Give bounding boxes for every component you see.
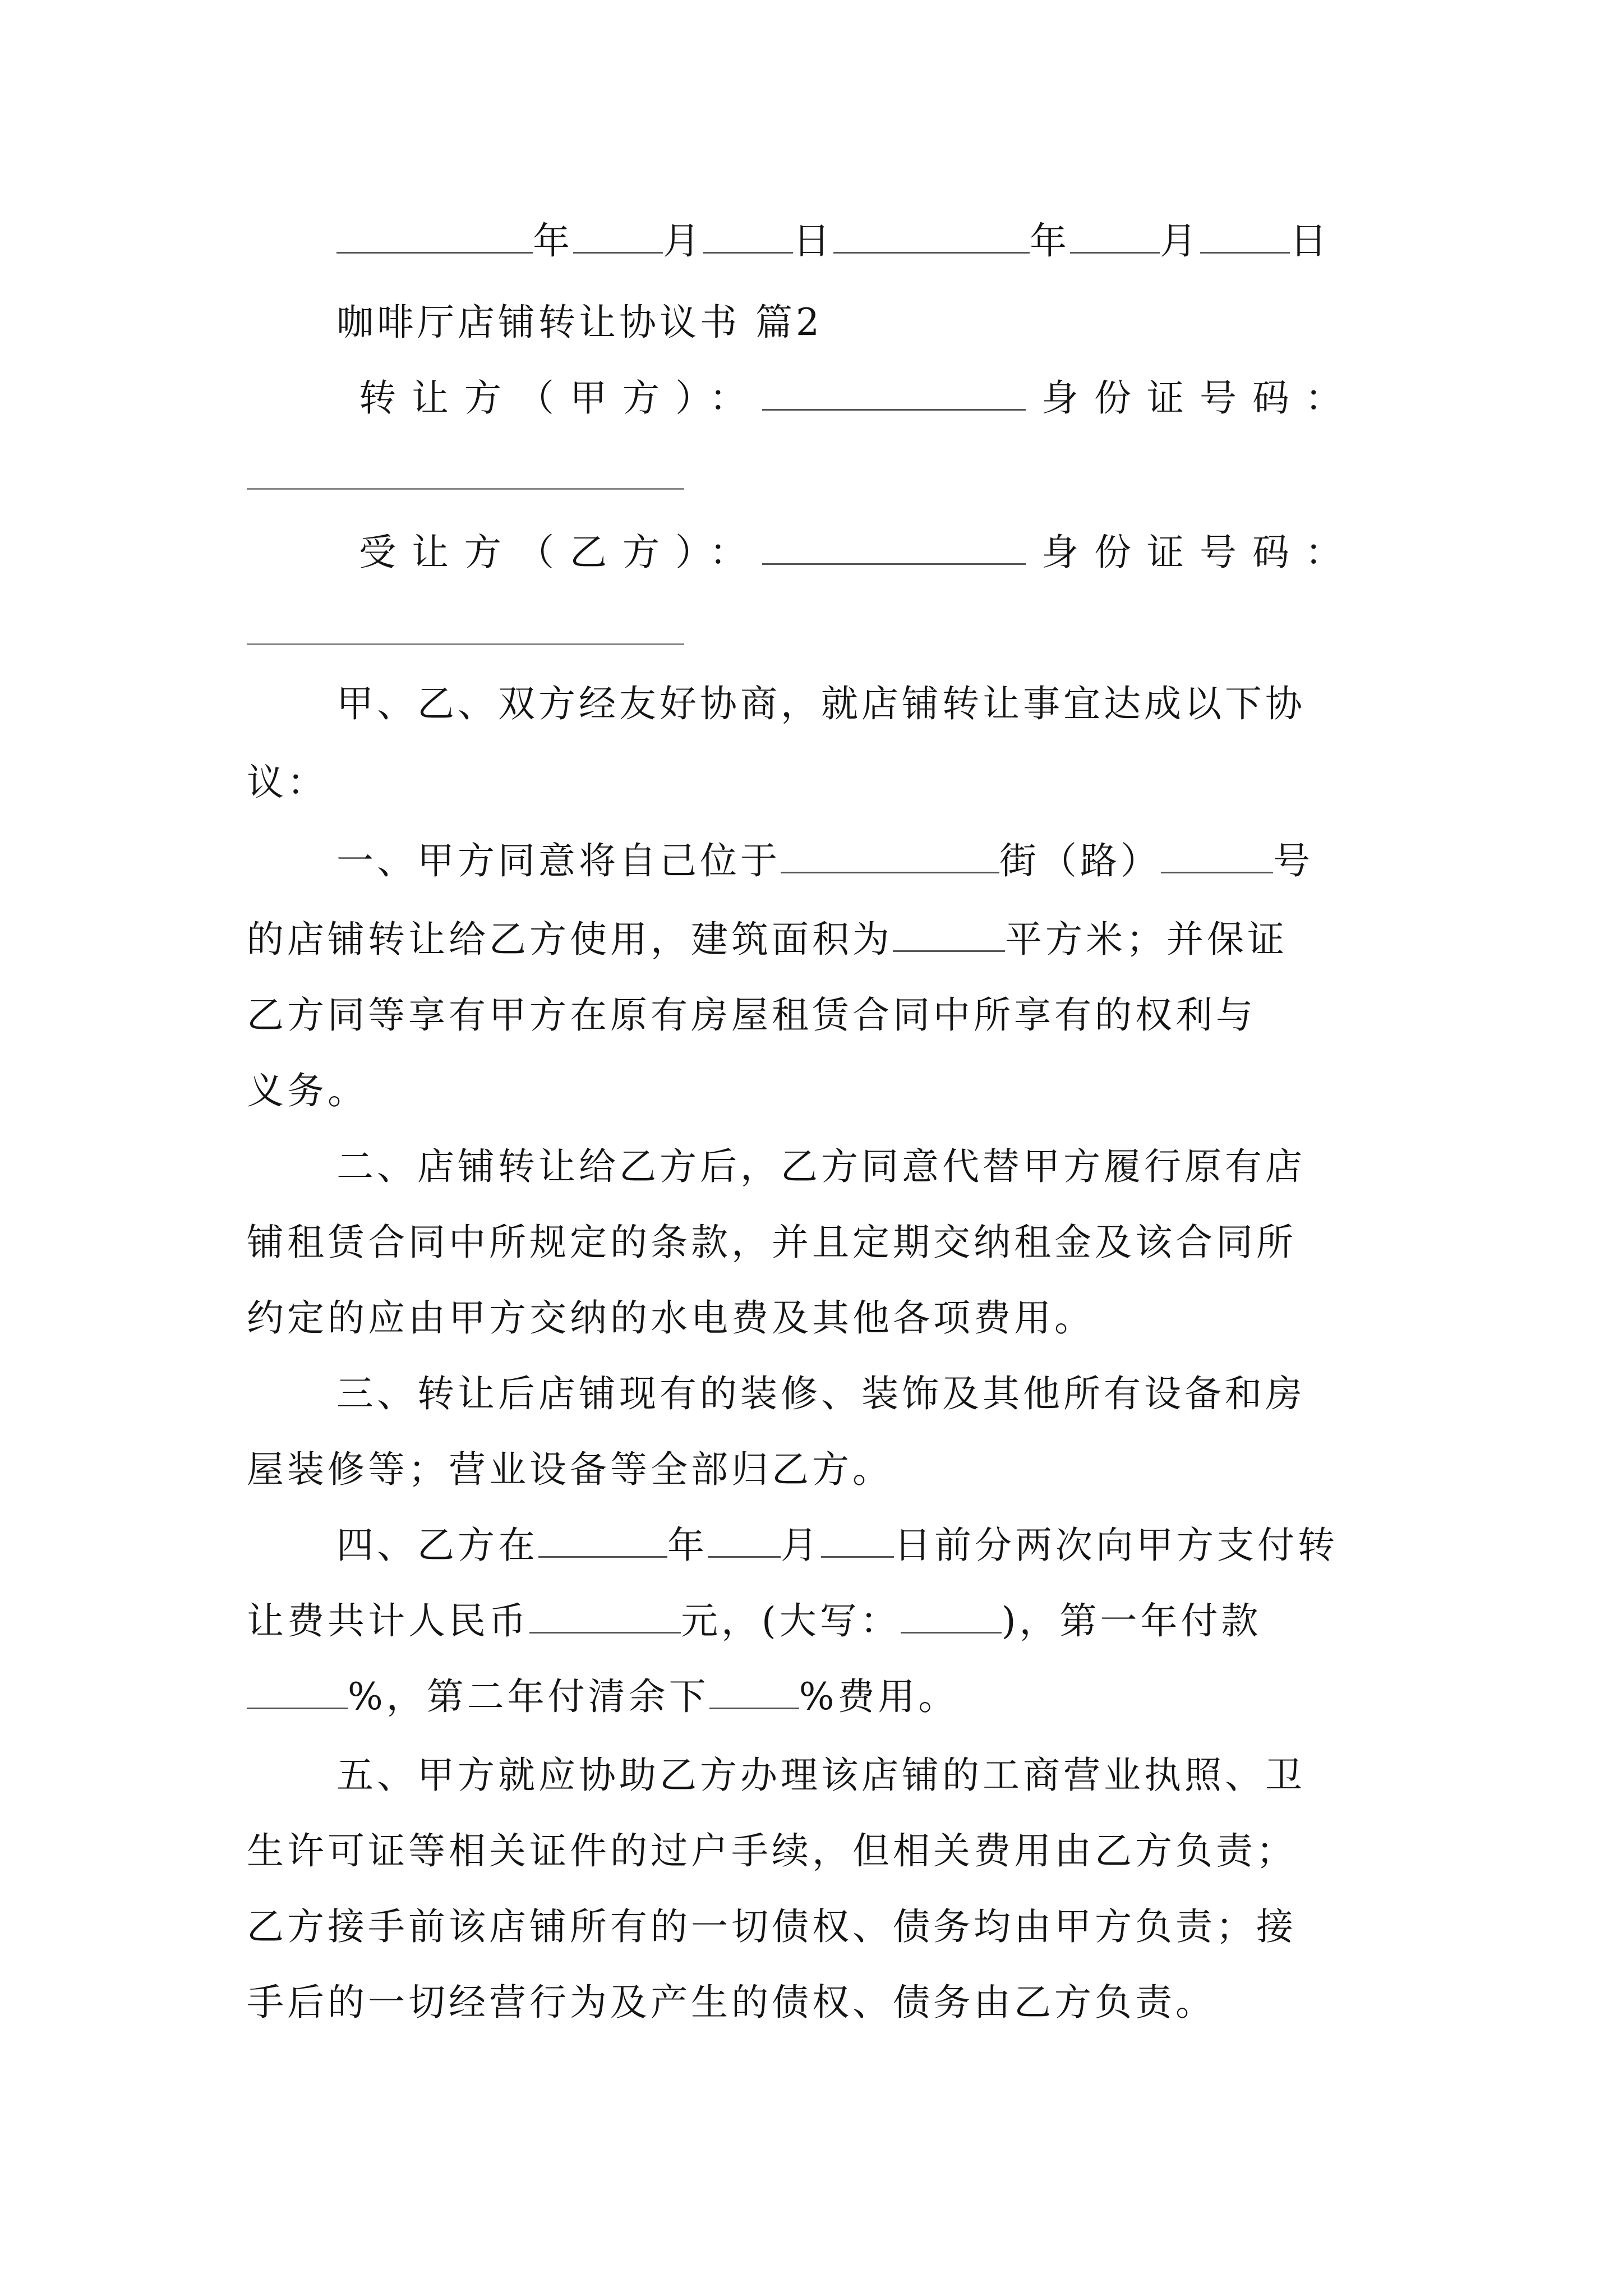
clause-1-text-b: 街（路） xyxy=(999,839,1161,882)
clause-4-text-c: 月 xyxy=(781,1524,821,1567)
intro-line-2: 议： xyxy=(247,761,328,804)
clause-1-line-3: 乙方同等享有甲方在原有房屋租赁合同中所享有的权利与 xyxy=(247,993,1256,1037)
clause-2-line-1: 二、店铺转让给乙方后，乙方同意代替甲方履行原有店 xyxy=(336,1145,1306,1188)
blank-month-2[interactable] xyxy=(1070,219,1160,254)
clause-4-text-d: 日前分两次向甲方支付转 xyxy=(894,1524,1338,1567)
month-label-2: 月 xyxy=(1160,219,1200,263)
clause-3-line-2: 屋装修等；营业设备等全部归乙方。 xyxy=(247,1448,893,1491)
clause-4-line-2 xyxy=(247,1599,1262,1644)
party-b-name-blank[interactable] xyxy=(762,531,1026,565)
party-b-id-label: 身份证号码： xyxy=(1041,531,1358,574)
first-year-percent-blank[interactable] xyxy=(247,1675,348,1709)
clause-5-line-3: 乙方接手前该店铺所有的一切债权、债务均由甲方负责；接 xyxy=(247,1905,1297,1948)
blank-day-1[interactable] xyxy=(703,219,793,254)
clause-4-text-h: %，第二年付清余下 xyxy=(348,1675,709,1718)
party-a-line xyxy=(359,376,1358,421)
party-a-id-blank[interactable] xyxy=(247,488,684,490)
area-blank[interactable] xyxy=(893,918,1005,952)
party-b-line xyxy=(359,530,1358,575)
clause-4-text-e: 让费共计人民币 xyxy=(247,1599,529,1642)
clause-1-text-d: 的店铺转让给乙方使用，建筑面积为 xyxy=(247,918,893,961)
party-b-id-blank[interactable] xyxy=(247,643,684,645)
month-label-1: 月 xyxy=(663,219,703,263)
blank-year-2[interactable] xyxy=(833,219,1030,254)
clause-1-line-4: 义务。 xyxy=(247,1069,368,1112)
clause-1-text-c: 号 xyxy=(1273,839,1313,882)
document-title: 咖啡厅店铺转让协议书 篇2 xyxy=(336,301,823,344)
clause-4-text-g: )，第一年付款 xyxy=(1001,1599,1262,1642)
payment-month-blank[interactable] xyxy=(708,1524,781,1558)
party-a-id-label: 身份证号码： xyxy=(1041,376,1358,420)
clause-1-line-1 xyxy=(336,839,1313,884)
payment-year-blank[interactable] xyxy=(538,1524,667,1558)
clause-5-line-1: 五、甲方就应协助乙方办理该店铺的工商营业执照、卫 xyxy=(336,1754,1306,1797)
clause-1-text-a: 一、甲方同意将自己位于 xyxy=(336,839,781,882)
clause-1-line-2 xyxy=(247,917,1288,962)
date-line xyxy=(336,219,1330,264)
intro-line-1: 甲、乙、双方经友好协商，就店铺转让事宜达成以下协 xyxy=(336,682,1306,725)
clause-4-text-a: 四、乙方在 xyxy=(336,1524,538,1567)
clause-4-line-1 xyxy=(336,1523,1338,1568)
clause-4-line-3 xyxy=(247,1674,958,1719)
day-label-2: 日 xyxy=(1290,219,1330,263)
amount-blank[interactable] xyxy=(529,1599,681,1634)
number-blank[interactable] xyxy=(1161,839,1273,873)
clause-4-text-b: 年 xyxy=(667,1524,708,1567)
clause-2-line-2: 铺租赁合同中所规定的条款，并且定期交纳租金及该合同所 xyxy=(247,1221,1297,1264)
street-blank[interactable] xyxy=(781,839,999,873)
clause-1-text-e: 平方米；并保证 xyxy=(1005,918,1288,961)
clause-5-line-2: 生许可证等相关证件的过户手续，但相关费用由乙方负责； xyxy=(247,1829,1297,1872)
second-year-percent-blank[interactable] xyxy=(709,1675,799,1709)
clause-4-text-f: 元，(大写： xyxy=(681,1599,901,1642)
clause-5-line-4: 手后的一切经营行为及产生的债权、债务由乙方负责。 xyxy=(247,1981,1216,2024)
year-label-2: 年 xyxy=(1030,219,1070,263)
year-label-1: 年 xyxy=(533,219,573,263)
party-a-label: 转让方（甲方）： xyxy=(359,376,762,420)
party-b-label: 受让方（乙方）： xyxy=(359,531,762,574)
blank-year-1[interactable] xyxy=(336,219,533,254)
party-a-name-blank[interactable] xyxy=(762,376,1026,411)
clause-3-line-1: 三、转让后店铺现有的装修、装饰及其他所有设备和房 xyxy=(336,1372,1306,1415)
payment-day-blank[interactable] xyxy=(821,1524,894,1558)
blank-day-2[interactable] xyxy=(1200,219,1290,254)
clause-4-text-i: %费用。 xyxy=(799,1675,959,1718)
clause-2-line-3: 约定的应由甲方交纳的水电费及其他各项费用。 xyxy=(247,1296,1095,1340)
blank-month-1[interactable] xyxy=(573,219,663,254)
day-label-1: 日 xyxy=(793,219,833,263)
amount-words-blank[interactable] xyxy=(901,1599,1002,1634)
